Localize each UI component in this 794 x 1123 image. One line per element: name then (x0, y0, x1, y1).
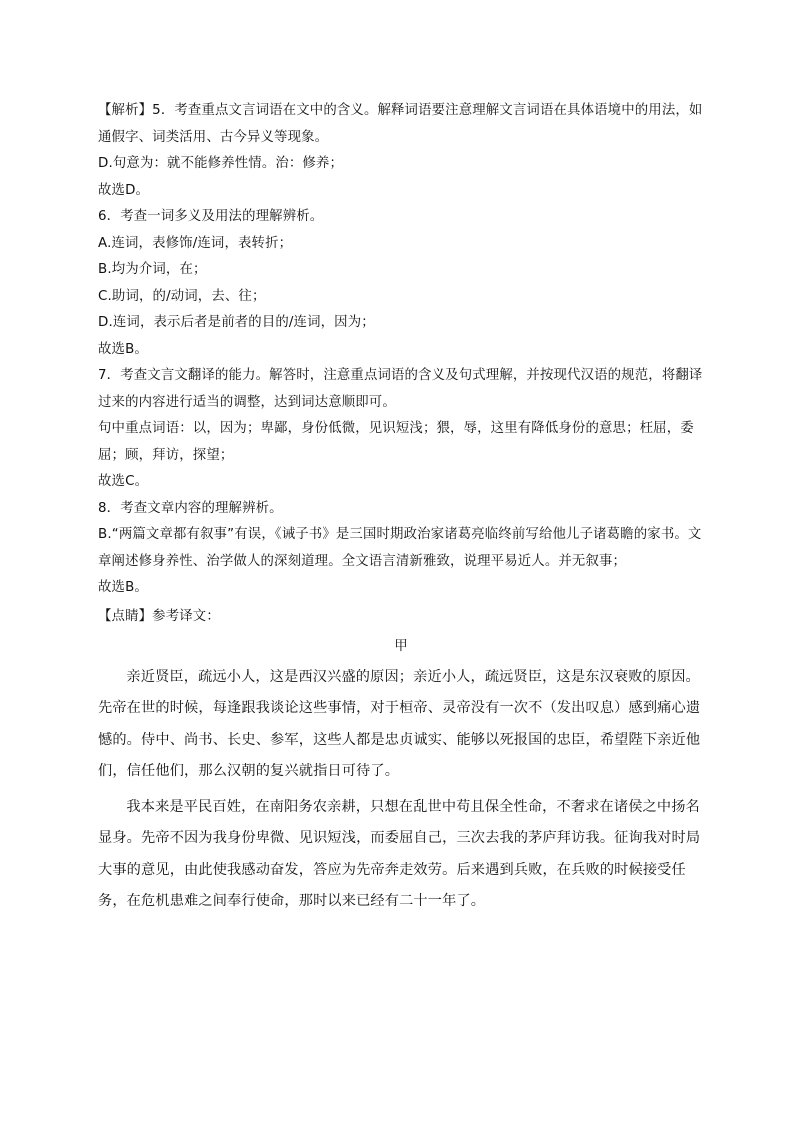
translation-paragraph-1: 亲近贤臣，疏远小人，这是西汉兴盛的原因；亲近小人，疏远贤臣，这是东汉衰败的原因。先帝在世的时候，每逢跟我谈论这些事情，对于桓帝、灵帝没有一次不（发出叹息）感到痛心遗憾的。侍中、尚书、长史、参军，这些人都是忠贞诚实、能够以死报国的忠臣，希望陛下亲近他们，信任他们，那么汉朝的复兴就指日可待了。 (98, 668, 701, 779)
analysis-q6-option-a: A.连词，表修饰/连词，表转折； (98, 235, 293, 251)
analysis-q5-intro: 【解析】5．考查重点文言词语在文中的含义。解释词语要注意理解文言词语在具体语境中的用法，如通假字、词类活用、古今异义等现象。 (98, 103, 703, 145)
analysis-q6-option-b: B.均为介词，在； (98, 262, 207, 277)
analysis-q6-answer: 故选B。 (98, 341, 148, 357)
analysis-q8-intro: 8．考查文章内容的理解辨析。 (98, 500, 283, 516)
passage-label-jia: 甲 (394, 638, 408, 654)
analysis-q5-option-d: D.句意为：就不能修养性情。治：修养； (98, 156, 344, 171)
analysis-q5-answer: 故选D。 (98, 182, 150, 198)
analysis-q8-answer: 故选B。 (98, 580, 148, 595)
analysis-q6-option-d: D.连词，表示后者是前者的目的/连词，因为； (98, 315, 375, 330)
reference-translation-heading: 【点睛】参考译文： (98, 608, 220, 624)
analysis-q6-intro: 6．考查一词多义及用法的理解辨析。 (98, 209, 324, 224)
analysis-q7-keywords: 句中重点词语：以，因为；卑鄙，身份低微，见识短浅；猥，辱，这里有降低身份的意思；枉屈，委屈；顾，拜访，探望； (98, 421, 694, 463)
translation-paragraph-2: 我本来是平民百姓，在南阳务农亲耕，只想在乱世中苟且保全性命，不奢求在诸侯之中扬名显身。先帝不因为我身份卑微、见识短浅，而委屈自己，三次去我的茅庐拜访我。征询我对时局大事的意见，由此使我感动奋发，答应为先帝奔走效劳。后来遇到兵败，在兵败的时候接受任务，在危机患难之间奉行使命，那时以来已经有二十一年了。 (98, 798, 701, 909)
analysis-q6-option-c: C.助词，的/动词，去、往； (98, 288, 266, 304)
analysis-q8-option-b: B.“两篇文章都有叙事”有误，《诫子书》是三国时期政治家诸葛亮临终前写给他儿子诸葛瞻的家书。文章阐述修身养性、治学做人的深刻道理。全文语言清新雅致，说理平易近人。并无叙事； (98, 527, 702, 569)
document-body (98, 98, 704, 918)
analysis-q7-intro: 7．考查文言文翻译的能力。解答时，注意重点词语的含义及句式理解，并按现代汉语的规范，将翻译过来的内容进行适当的调整，达到词达意顺即可。 (98, 368, 703, 410)
analysis-q7-answer: 故选C。 (98, 474, 149, 489)
